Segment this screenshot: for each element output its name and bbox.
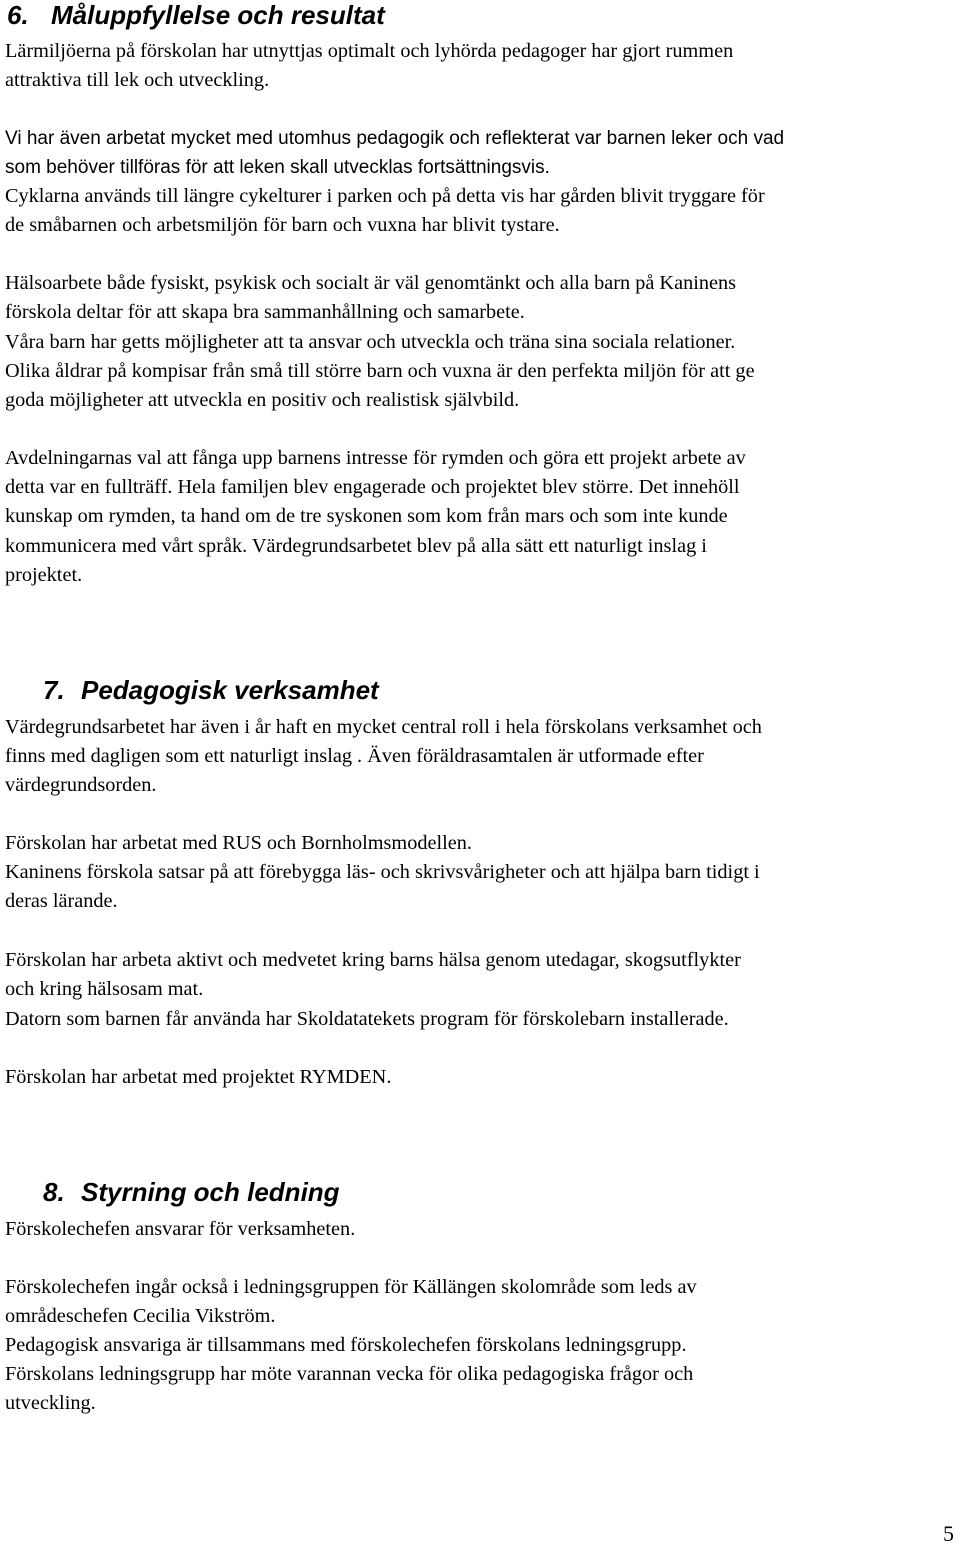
- text-line: kunskap om rymden, ta hand om de tre syskonen som kom från mars och som inte kunde: [5, 505, 728, 528]
- text-line: Värdegrundsarbetet har även i år haft en mycket central roll i hela förskolans verksamhet och: [5, 716, 762, 738]
- text-line: Förskolan har arbetat med projektet RYMDEN.: [5, 1066, 392, 1088]
- text-line: Lärmiljöerna på förskolan har utnyttjas optimalt och lyhörda pedagoger har gjort rummen: [5, 40, 734, 62]
- text-line: attraktiva till lek och utveckling.: [5, 69, 270, 92]
- paragraph: [5, 37, 733, 95]
- text-line: och kring hälsosam mat.: [5, 978, 204, 1001]
- paragraph: [5, 713, 762, 801]
- text-line: de småbarnen och arbetsmiljön för barn och vuxna har blivit tystare.: [5, 214, 560, 237]
- text-line: Förskolan har arbeta aktivt och medvetet kring barns hälsa genom utedagar, skogsutflykter: [5, 949, 741, 971]
- paragraph: [5, 1273, 697, 1331]
- text-line: Förskolan har arbetat med RUS och Bornholmsmodellen.: [5, 832, 472, 854]
- paragraph: [5, 1360, 693, 1418]
- paragraph: [5, 1005, 729, 1034]
- paragraph: [5, 444, 746, 590]
- text-line: Kaninens förskola satsar på att förebygga läs- och skrivsvårigheter och att hjälpa barn tidigt i: [5, 861, 760, 883]
- text-line: projektet.: [5, 563, 83, 586]
- section-number: 8.: [43, 1177, 65, 1207]
- paragraph: [5, 328, 735, 357]
- text-line: deras lärande.: [5, 890, 118, 913]
- text-line: Olika åldrar på kompisar från små till större barn och vuxna är den perfekta miljön för att ge: [5, 360, 755, 382]
- text-line: Vi har även arbetat mycket med utomhus pedagogik och reflekterat var barnen leker och vad: [5, 128, 785, 149]
- paragraph: [5, 182, 765, 240]
- paragraph: [5, 946, 741, 1004]
- text-line: Pedagogisk ansvariga är tillsammans med förskolechefen förskolans ledningsgrupp.: [5, 1334, 687, 1356]
- text-line: förskola deltar för att skapa bra sammanhållning och samarbete.: [5, 301, 525, 324]
- section-heading-7: [43, 675, 379, 705]
- text-line: områdeschefen Cecilia Vikström.: [5, 1305, 276, 1328]
- text-line: finns med dagligen som ett naturligt inslag . Även föräldrasamtalen är utformade efter: [5, 745, 704, 768]
- text-line: Hälsoarbete både fysiskt, psykisk och socialt är väl genomtänkt och alla barn på Kaninens: [5, 272, 737, 294]
- text-line: Förskolechefen ingår också i ledningsgruppen för Källängen skolområde som leds av: [5, 1276, 697, 1298]
- paragraph: [5, 858, 760, 916]
- paragraph: [5, 357, 755, 415]
- text-line: kommunicera med vårt språk. Värdegrundsarbetet blev på alla sätt ett naturligt inslag i: [5, 534, 707, 557]
- text-line: goda möjligheter att utveckla en positiv och realistisk självbild.: [5, 389, 520, 412]
- text-line: Våra barn har getts möjligheter att ta ansvar och utveckla och träna sina sociala relationer.: [5, 331, 736, 353]
- section-title: Måluppfyllelse och resultat: [51, 0, 385, 30]
- paragraph: [5, 829, 472, 858]
- paragraph: [5, 269, 736, 327]
- text-line: värdegrundsorden.: [5, 774, 157, 797]
- section-number: 7.: [43, 675, 65, 705]
- section-heading-6: [7, 0, 385, 30]
- text-line: utveckling.: [5, 1392, 96, 1415]
- section-number: 6.: [7, 0, 29, 30]
- text-line: Cyklarna används till längre cykelturer i parken och på detta vis har gården blivit tryggare för: [5, 185, 765, 207]
- paragraph: [5, 124, 784, 182]
- text-line: Förskolechefen ansvarar för verksamheten.: [5, 1218, 356, 1240]
- section-title: Pedagogisk verksamhet: [81, 675, 379, 705]
- text-line: Avdelningarnas val att fånga upp barnens intresse för rymden och göra ett projekt arbete av: [5, 447, 746, 469]
- paragraph: [5, 1331, 687, 1360]
- text-line: Datorn som barnen får använda har Skoldatatekets program för förskolebarn installerade.: [5, 1008, 729, 1030]
- section-heading-8: [43, 1177, 340, 1207]
- paragraph: [5, 1215, 355, 1244]
- text-line: som behöver tillföras för att leken skall utvecklas fortsättningsvis.: [5, 157, 550, 179]
- text-line: detta var en fullträff. Hela familjen blev engagerade och projektet blev större. Det innehöll: [5, 476, 740, 499]
- paragraph: [5, 1063, 391, 1092]
- page-number: 5: [943, 1521, 954, 1546]
- section-title: Styrning och ledning: [81, 1177, 340, 1207]
- text-line: Förskolans ledningsgrupp har möte varannan vecka för olika pedagogiska frågor och: [5, 1363, 694, 1385]
